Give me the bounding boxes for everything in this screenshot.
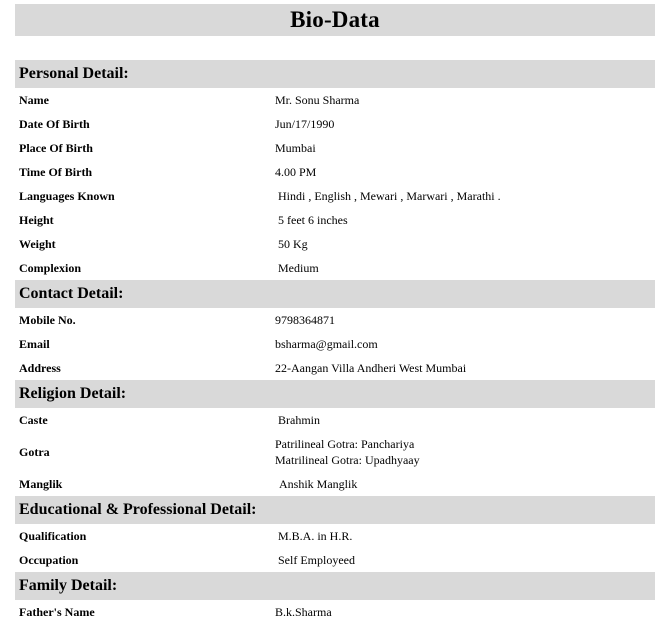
field-row-weight [15,232,655,256]
field-label: Name [19,92,49,107]
field-row-complexion [15,256,655,280]
field-value: 4.00 PM [275,165,317,179]
field-label: Languages Known [19,188,115,203]
value-line: Matrilineal Gotra: Upadhyaay [275,453,420,467]
field-row-place-of-birth [15,136,655,160]
field-label: Place Of Birth [19,140,93,155]
field-label: Manglik [19,476,63,491]
contact-detail-section [15,280,655,380]
field-row-name [15,88,655,112]
field-value: B.k.Sharma [275,605,332,619]
field-row-manglik [15,472,655,496]
field-label: Mobile No. [19,312,76,327]
section-heading: Family Detail: [15,572,655,600]
family-detail-section [15,572,655,624]
field-value: 9798364871 [275,313,335,327]
field-value: Self Employeed [278,553,355,567]
field-row-mobile [15,308,655,332]
field-row-qualification [15,524,655,548]
field-label: Address [19,360,61,375]
field-row-occupation [15,548,655,572]
field-row-height [15,208,655,232]
field-value [275,436,655,468]
field-label: Father's Name [19,604,95,619]
value-line: Patrilineal Gotra: Panchariya [275,437,415,451]
title-bar [15,4,655,36]
field-value: Jun/17/1990 [275,117,335,131]
field-value: Mr. Sonu Sharma [275,93,360,107]
field-value: Medium [278,261,319,275]
field-label: Time Of Birth [19,164,93,179]
section-heading: Personal Detail: [15,60,655,88]
biodata-page [15,4,655,624]
field-row-date-of-birth [15,112,655,136]
field-row-gotra [15,432,655,472]
field-row-address [15,356,655,380]
field-row-time-of-birth [15,160,655,184]
field-value: Brahmin [278,413,320,427]
field-value: Anshik Manglik [279,477,358,491]
field-row-email [15,332,655,356]
field-label: Complexion [19,260,82,275]
field-label: Occupation [19,552,79,567]
field-value: 50 Kg [278,237,308,251]
page-title: Bio-Data [290,7,380,32]
field-label: Gotra [19,444,50,459]
field-row-fathers-name [15,600,655,624]
field-label: Height [19,212,54,227]
field-label: Qualification [19,528,87,543]
field-value: M.B.A. in H.R. [278,529,353,543]
spacer [15,36,655,60]
section-heading: Educational & Professional Detail: [15,496,655,524]
field-value: 22-Aangan Villa Andheri West Mumbai [275,361,467,375]
field-value: Hindi , English , Mewari , Marwari , Marathi . [278,189,501,203]
section-heading: Religion Detail: [15,380,655,408]
personal-detail-section [15,60,655,280]
field-label: Date Of Birth [19,116,90,131]
section-heading: Contact Detail: [15,280,655,308]
religion-detail-section [15,380,655,496]
field-label: Caste [19,412,48,427]
education-detail-section [15,496,655,572]
field-value: Mumbai [275,141,316,155]
field-row-caste [15,408,655,432]
field-value: 5 feet 6 inches [278,213,348,227]
field-label: Email [19,336,50,351]
field-row-languages-known [15,184,655,208]
field-label: Weight [19,236,56,251]
field-value: bsharma@gmail.com [275,337,378,351]
